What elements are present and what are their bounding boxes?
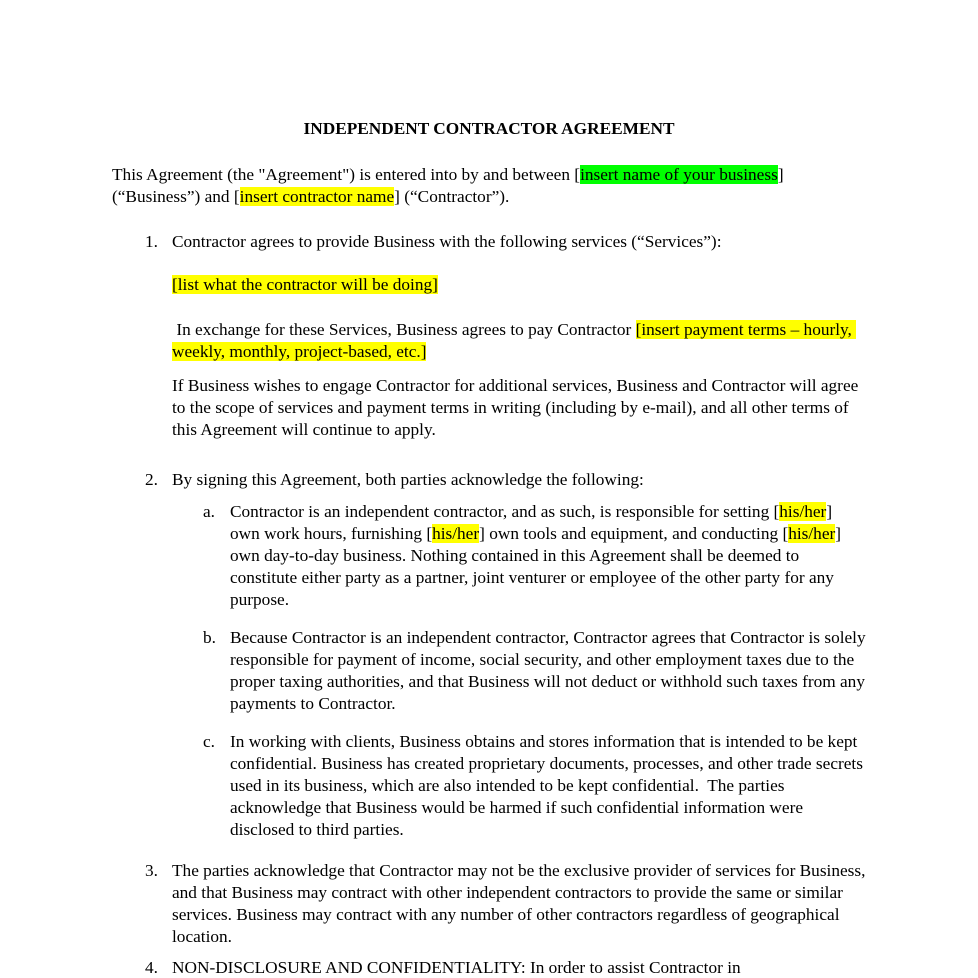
text-run: In exchange for these Services, Business agrees to pay Contractor xyxy=(172,320,636,339)
sub-item-a-body xyxy=(230,501,866,611)
list-item-3-body xyxy=(172,860,870,948)
list-item-3 xyxy=(112,860,870,948)
list-item-2-body xyxy=(172,469,870,841)
placeholder-contractor-name: insert contractor name xyxy=(239,187,395,206)
sub-item-c xyxy=(172,731,866,841)
list-item-1 xyxy=(112,231,866,441)
list-marker-3: 3. xyxy=(145,861,158,880)
document-title: INDEPENDENT CONTRACTOR AGREEMENT xyxy=(303,119,675,138)
sub-item-b xyxy=(172,627,870,715)
intro-paragraph xyxy=(112,164,866,208)
text-run: ] own work hours, furnishing [ xyxy=(230,502,837,543)
acknowledge-lead-paragraph: By signing this Agreement, both parties acknowledge the following: xyxy=(172,470,644,489)
text-run: ] (“Contractor”). xyxy=(394,187,510,206)
non-disclosure-paragraph: NON-DISCLOSURE AND CONFIDENTIALITY: In order to assist Contractor in xyxy=(172,958,741,977)
list-marker-2: 2. xyxy=(145,470,158,489)
list-marker-4: 4. xyxy=(145,958,158,977)
text-run: Contractor is an independent contractor, and as such, is responsible for setting [ xyxy=(230,502,780,521)
sub-marker-c: c. xyxy=(203,732,215,751)
placeholder-payment-terms: [insert payment terms – hourly, weekly, monthly, project-based, etc.] xyxy=(172,320,857,361)
placeholder-his-her-3: his/her xyxy=(788,524,836,543)
services-placeholder-paragraph xyxy=(172,274,866,296)
placeholder-services-list: [list what the contractor will be doing] xyxy=(172,275,438,294)
list-item-4-body xyxy=(172,957,866,978)
sub-item-b-body xyxy=(230,627,870,715)
exclusivity-paragraph: The parties acknowledge that Contractor may not be the exclusive provider of services for Business, and that Business may contract with other independent contractors to provide the same or similar services. Business may contract with any number of other contractors regardless of geographical location. xyxy=(172,861,870,946)
text-run: ] own tools and equipment, and conducting [ xyxy=(479,524,789,543)
list-item-2 xyxy=(112,469,870,841)
text-run: ] own day-to-day business. Nothing contained in this Agreement shall be deemed to constitute either party as a partner, joint venturer or employee of the other party for any purpose. xyxy=(230,524,846,609)
placeholder-his-her-1: his/her xyxy=(779,502,827,521)
payment-paragraph xyxy=(172,319,866,363)
text-run: This Agreement (the "Agreement") is entered into by and between [ xyxy=(112,165,581,184)
placeholder-business-name: insert name of your business xyxy=(580,165,778,184)
independent-contractor-paragraph xyxy=(230,501,866,611)
confidential-info-paragraph: In working with clients, Business obtains and stores information that is intended to be kept confidential. Business has created proprietary documents, processes, and other trade secrets used in its business, which are also intended to be kept confidential. The parties acknowledge that Business would be harmed if such confidential information were disclosed to third parties. xyxy=(230,732,868,839)
list-item-4 xyxy=(112,957,866,978)
placeholder-his-her-2: his/her xyxy=(432,524,480,543)
sub-marker-b: b. xyxy=(203,628,216,647)
sub-marker-a: a. xyxy=(203,502,215,521)
list-item-1-body xyxy=(172,231,866,441)
sub-item-a xyxy=(172,501,866,611)
text-run: ] (“Business”) and [ xyxy=(112,165,788,206)
sub-item-c-body xyxy=(230,731,866,841)
list-marker-1: 1. xyxy=(145,232,158,251)
additional-services-paragraph: If Business wishes to engage Contractor for additional services, Business and Contractor will agree to the scope of services and payment terms in writing (including by e-mail), and all other terms of this Agreement will continue to apply. xyxy=(172,376,863,439)
services-lead-paragraph: Contractor agrees to provide Business with the following services (“Services”): xyxy=(172,232,722,251)
taxes-paragraph: Because Contractor is an independent contractor, Contractor agrees that Contractor is solely responsible for payment of income, social security, and other employment taxes due to the proper taxing authorities, and that Business will not deduct or withhold such taxes from any payments to Contractor. xyxy=(230,628,870,713)
